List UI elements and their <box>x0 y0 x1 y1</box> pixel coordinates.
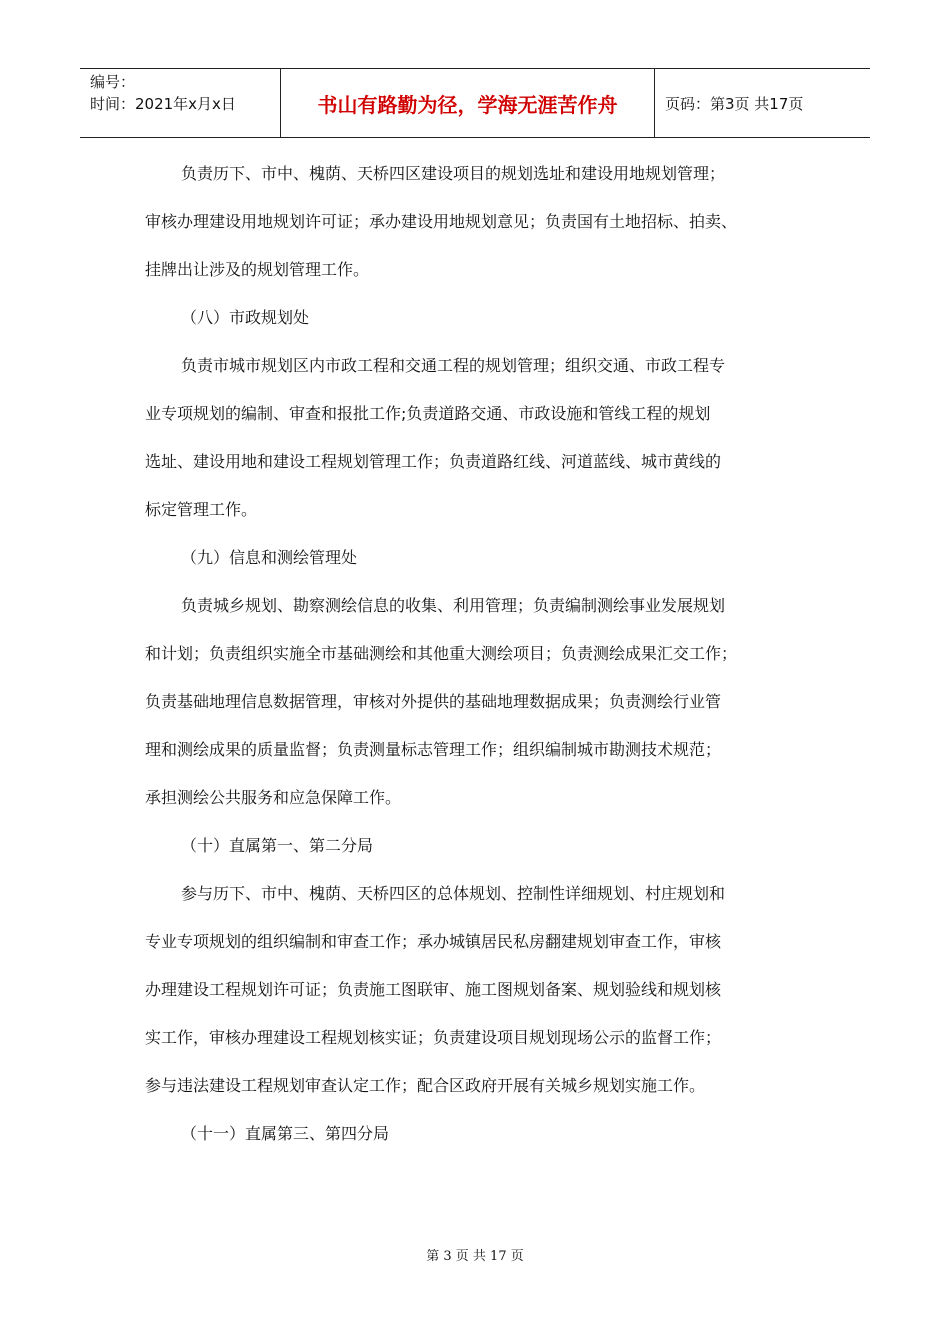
number-label: 编号： <box>90 73 136 91</box>
body-line: 理和测绘成果的质量监督；负责测量标志管理工作；组织编制城市勘测技术规范； <box>145 740 722 759</box>
body-line: 负责市城市规划区内市政工程和交通工程的规划管理；组织交通、市政工程专 <box>181 356 726 375</box>
header-page-info: 页码：第3页 共17页 <box>665 94 804 113</box>
body-line: 选址、建设用地和建设工程规划管理工作；负责道路红线、河道蓝线、城市黄线的 <box>145 452 722 471</box>
section-heading: （十）直属第一、第二分局 <box>181 836 374 855</box>
body-line: 业专项规划的编制、审查和报批工作;负责道路交通、市政设施和管线工程的规划 <box>145 404 711 423</box>
body-line: 审核办理建设用地规划许可证；承办建设用地规划意见；负责国有土地招标、拍卖、 <box>145 212 738 231</box>
body-line: 专业专项规划的组织编制和审查工作；承办城镇居民私房翻建规划审查工作，审核 <box>145 932 722 951</box>
body-line: 参与历下、市中、槐荫、天桥四区的总体规划、控制性详细规划、村庄规划和 <box>181 884 726 903</box>
page-header <box>80 68 870 138</box>
body-line: 和计划；负责组织实施全市基础测绘和其他重大测绘项目；负责测绘成果汇交工作； <box>145 644 738 663</box>
body-line: 负责城乡规划、勘察测绘信息的收集、利用管理；负责编制测绘事业发展规划 <box>181 596 726 615</box>
body-line: 参与违法建设工程规划审查认定工作；配合区政府开展有关城乡规划实施工作。 <box>145 1076 706 1095</box>
page-footer: 第 3 页 共 17 页 <box>426 1249 524 1264</box>
body-line: 负责历下、市中、槐荫、天桥四区建设项目的规划选址和建设用地规划管理； <box>181 164 726 183</box>
section-heading: （九）信息和测绘管理处 <box>181 548 358 567</box>
body-line: 承担测绘公共服务和应急保障工作。 <box>145 788 402 807</box>
header-meta <box>80 69 281 137</box>
body-line: 挂牌出让涉及的规划管理工作。 <box>145 260 370 279</box>
section-heading: （十一）直属第三、第四分局 <box>181 1124 390 1143</box>
section-heading: （八）市政规划处 <box>181 308 310 327</box>
header-motto: 书山有路勤为径，学海无涯苦作舟 <box>281 69 655 137</box>
body-line: 标定管理工作。 <box>145 500 258 519</box>
body-line: 负责基础地理信息数据管理，审核对外提供的基础地理数据成果；负责测绘行业管 <box>145 692 722 711</box>
time-label: 时间：2021年x月x日 <box>90 95 236 113</box>
body-line: 办理建设工程规划许可证；负责施工图联审、施工图规划备案、规划验线和规划核 <box>145 980 722 999</box>
body-line: 实工作，审核办理建设工程规划核实证；负责建设项目规划现场公示的监督工作； <box>145 1028 722 1047</box>
document-body <box>145 150 810 1158</box>
